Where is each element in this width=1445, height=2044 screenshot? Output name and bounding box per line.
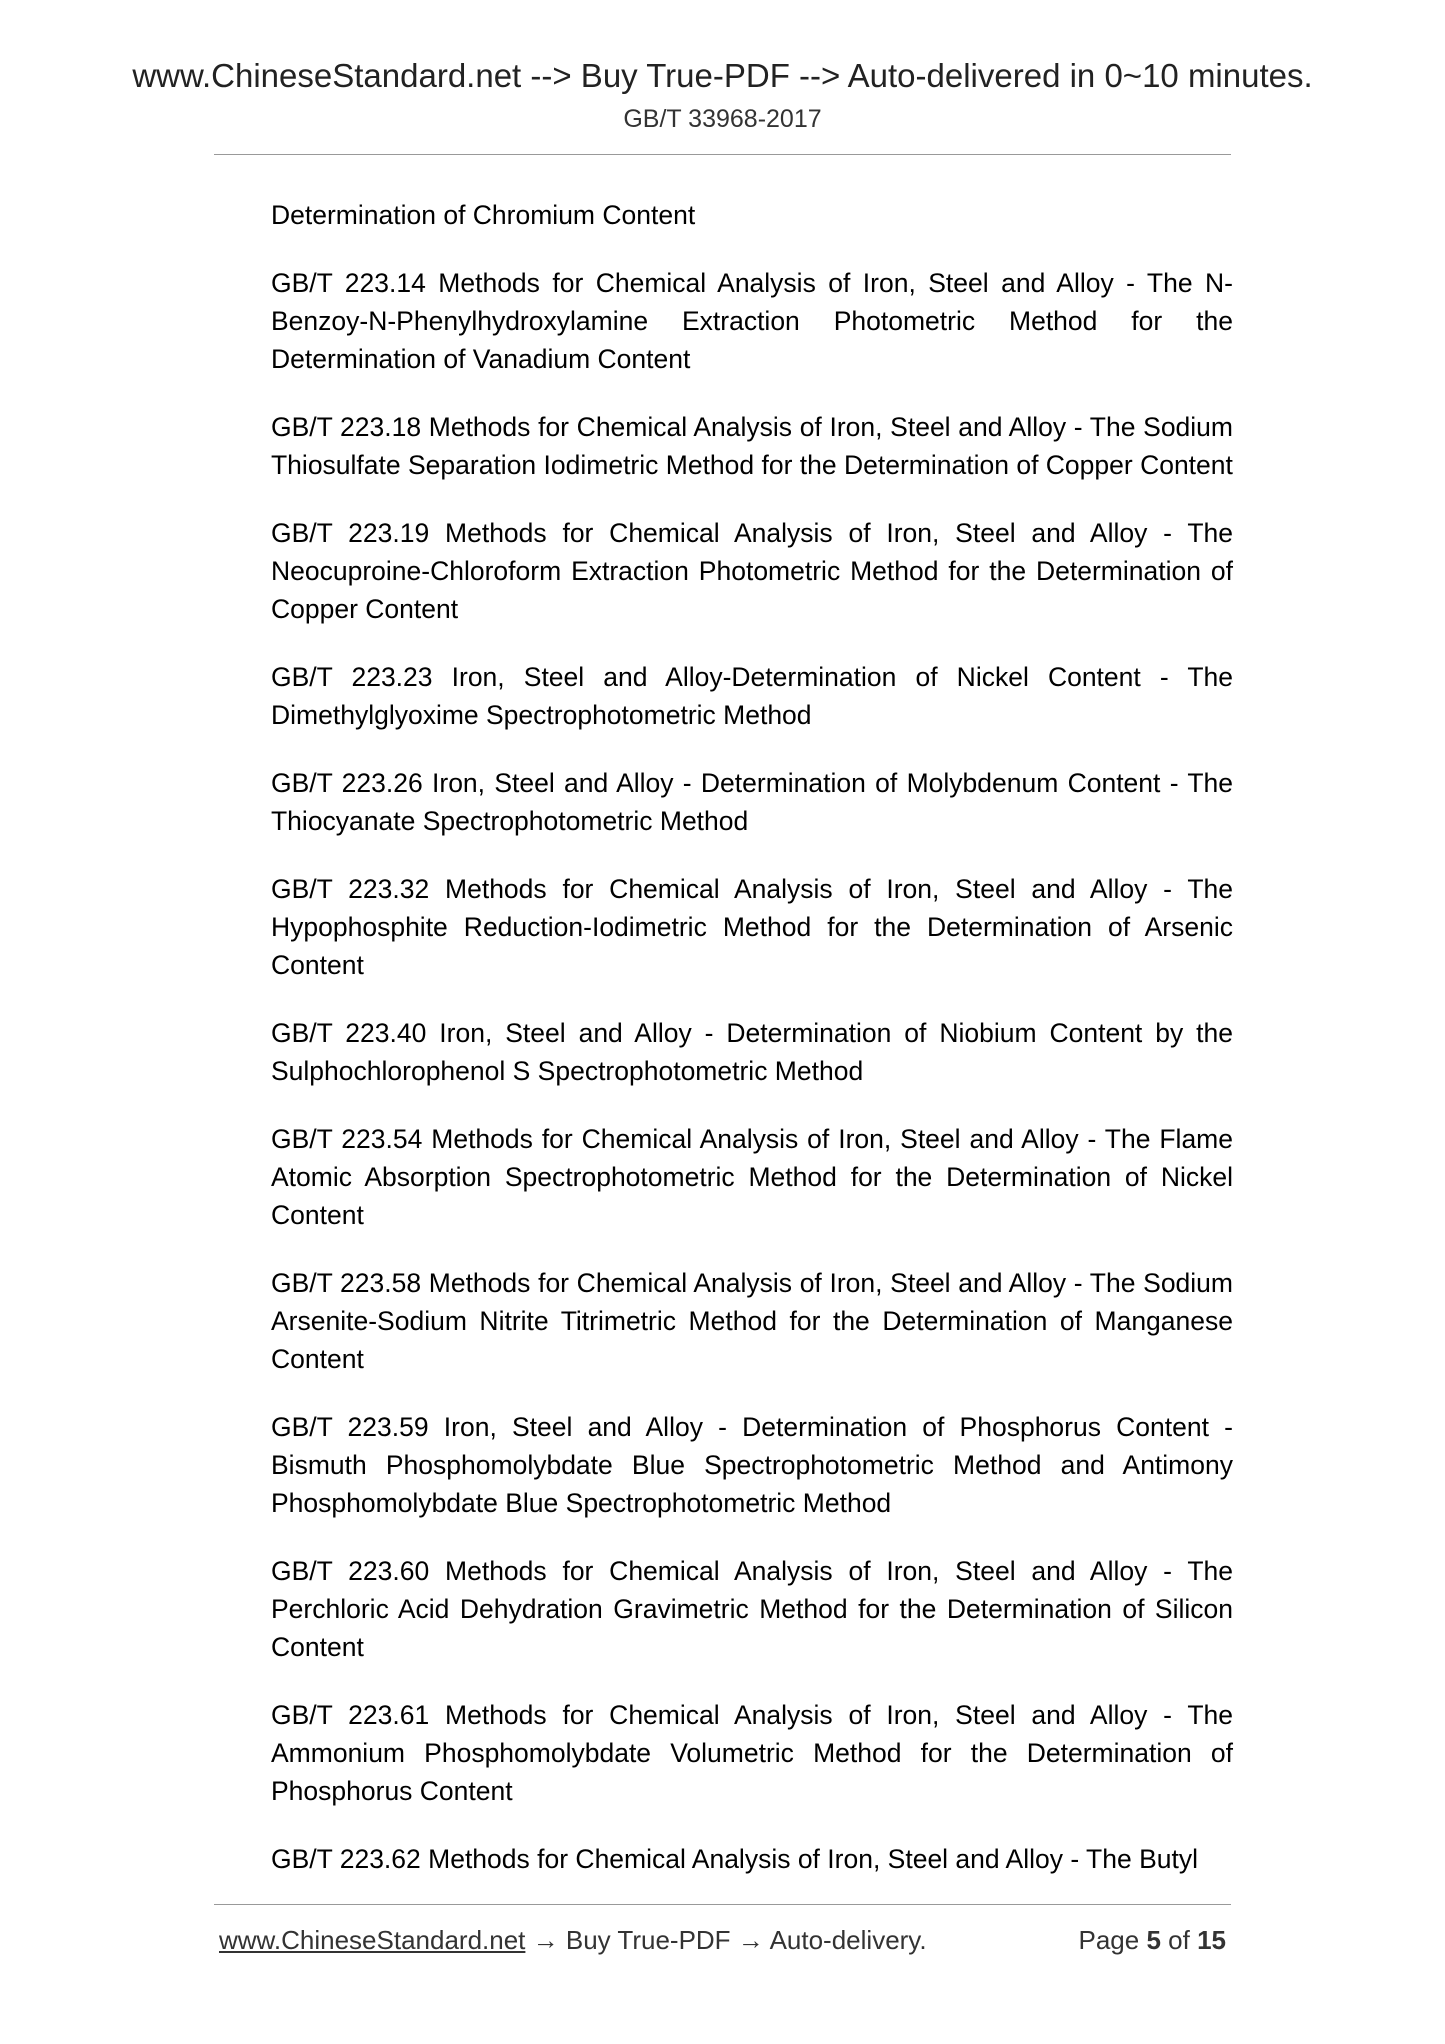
footer-divider: [214, 1904, 1231, 1905]
document-body: [271, 196, 1233, 1908]
page-label: Page: [1078, 1925, 1140, 1955]
page-current: 5: [1146, 1925, 1161, 1955]
reference-paragraph: Determination of Chromium Content: [271, 200, 696, 230]
header-divider: [214, 154, 1231, 155]
page-number: [1078, 1923, 1226, 1957]
reference-paragraph: GB/T 223.23 Iron, Steel and Alloy-Determination of Nickel Content - The Dimethylglyoxime Spectrophotometric Method: [271, 662, 1233, 730]
reference-paragraph: GB/T 223.59 Iron, Steel and Alloy - Determination of Phosphorus Content - Bismuth Phosphomolybdate Blue Spectrophotometric Method and Antimony Phosphomolybdate Blue Spectrophotometric Method: [271, 1412, 1233, 1518]
buy-text: → Buy True-PDF → Auto-delivery.: [525, 1925, 927, 1955]
reference-paragraph: GB/T 223.14 Methods for Chemical Analysis of Iron, Steel and Alloy - The N-Benzoy-N-Phenylhydroxylamine Extraction Photometric Method for the Determination of Vanadium Content: [271, 268, 1233, 374]
reference-paragraph: GB/T 223.62 Methods for Chemical Analysis of Iron, Steel and Alloy - The Butyl: [271, 1844, 1198, 1874]
reference-paragraph: GB/T 223.58 Methods for Chemical Analysis of Iron, Steel and Alloy - The Sodium Arsenite-Sodium Nitrite Titrimetric Method for the Determination of Manganese Content: [271, 1268, 1233, 1374]
site-link[interactable]: www.ChineseStandard.net: [219, 1925, 526, 1955]
page-of: of: [1168, 1925, 1190, 1955]
header-standard-code: GB/T 33968-2017: [623, 105, 822, 133]
reference-paragraph: GB/T 223.26 Iron, Steel and Alloy - Determination of Molybdenum Content - The Thiocyanate Spectrophotometric Method: [271, 768, 1233, 836]
reference-paragraph: GB/T 223.19 Methods for Chemical Analysis of Iron, Steel and Alloy - The Neocuproine-Chloroform Extraction Photometric Method for the Determination of Copper Content: [271, 518, 1233, 624]
reference-paragraph: GB/T 223.60 Methods for Chemical Analysis of Iron, Steel and Alloy - The Perchloric Acid Dehydration Gravimetric Method for the Determination of Silicon Content: [271, 1556, 1233, 1662]
reference-paragraph: GB/T 223.32 Methods for Chemical Analysis of Iron, Steel and Alloy - The Hypophosphite Reduction-Iodimetric Method for the Determination of Arsenic Content: [271, 874, 1233, 980]
page-total: 15: [1197, 1925, 1226, 1955]
reference-paragraph: GB/T 223.18 Methods for Chemical Analysis of Iron, Steel and Alloy - The Sodium Thiosulfate Separation Iodimetric Method for the Determination of Copper Content: [271, 412, 1233, 480]
reference-paragraph: GB/T 223.61 Methods for Chemical Analysis of Iron, Steel and Alloy - The Ammonium Phosphomolybdate Volumetric Method for the Determination of Phosphorus Content: [271, 1700, 1233, 1806]
footer-left: [219, 1923, 927, 1957]
reference-paragraph: GB/T 223.40 Iron, Steel and Alloy - Determination of Niobium Content by the Sulphochlorophenol S Spectrophotometric Method: [271, 1018, 1233, 1086]
reference-paragraph: GB/T 223.54 Methods for Chemical Analysis of Iron, Steel and Alloy - The Flame Atomic Absorption Spectrophotometric Method for the Determination of Nickel Content: [271, 1124, 1233, 1230]
header-banner: www.ChineseStandard.net --> Buy True-PDF --> Auto-delivered in 0~10 minutes.: [132, 57, 1313, 94]
